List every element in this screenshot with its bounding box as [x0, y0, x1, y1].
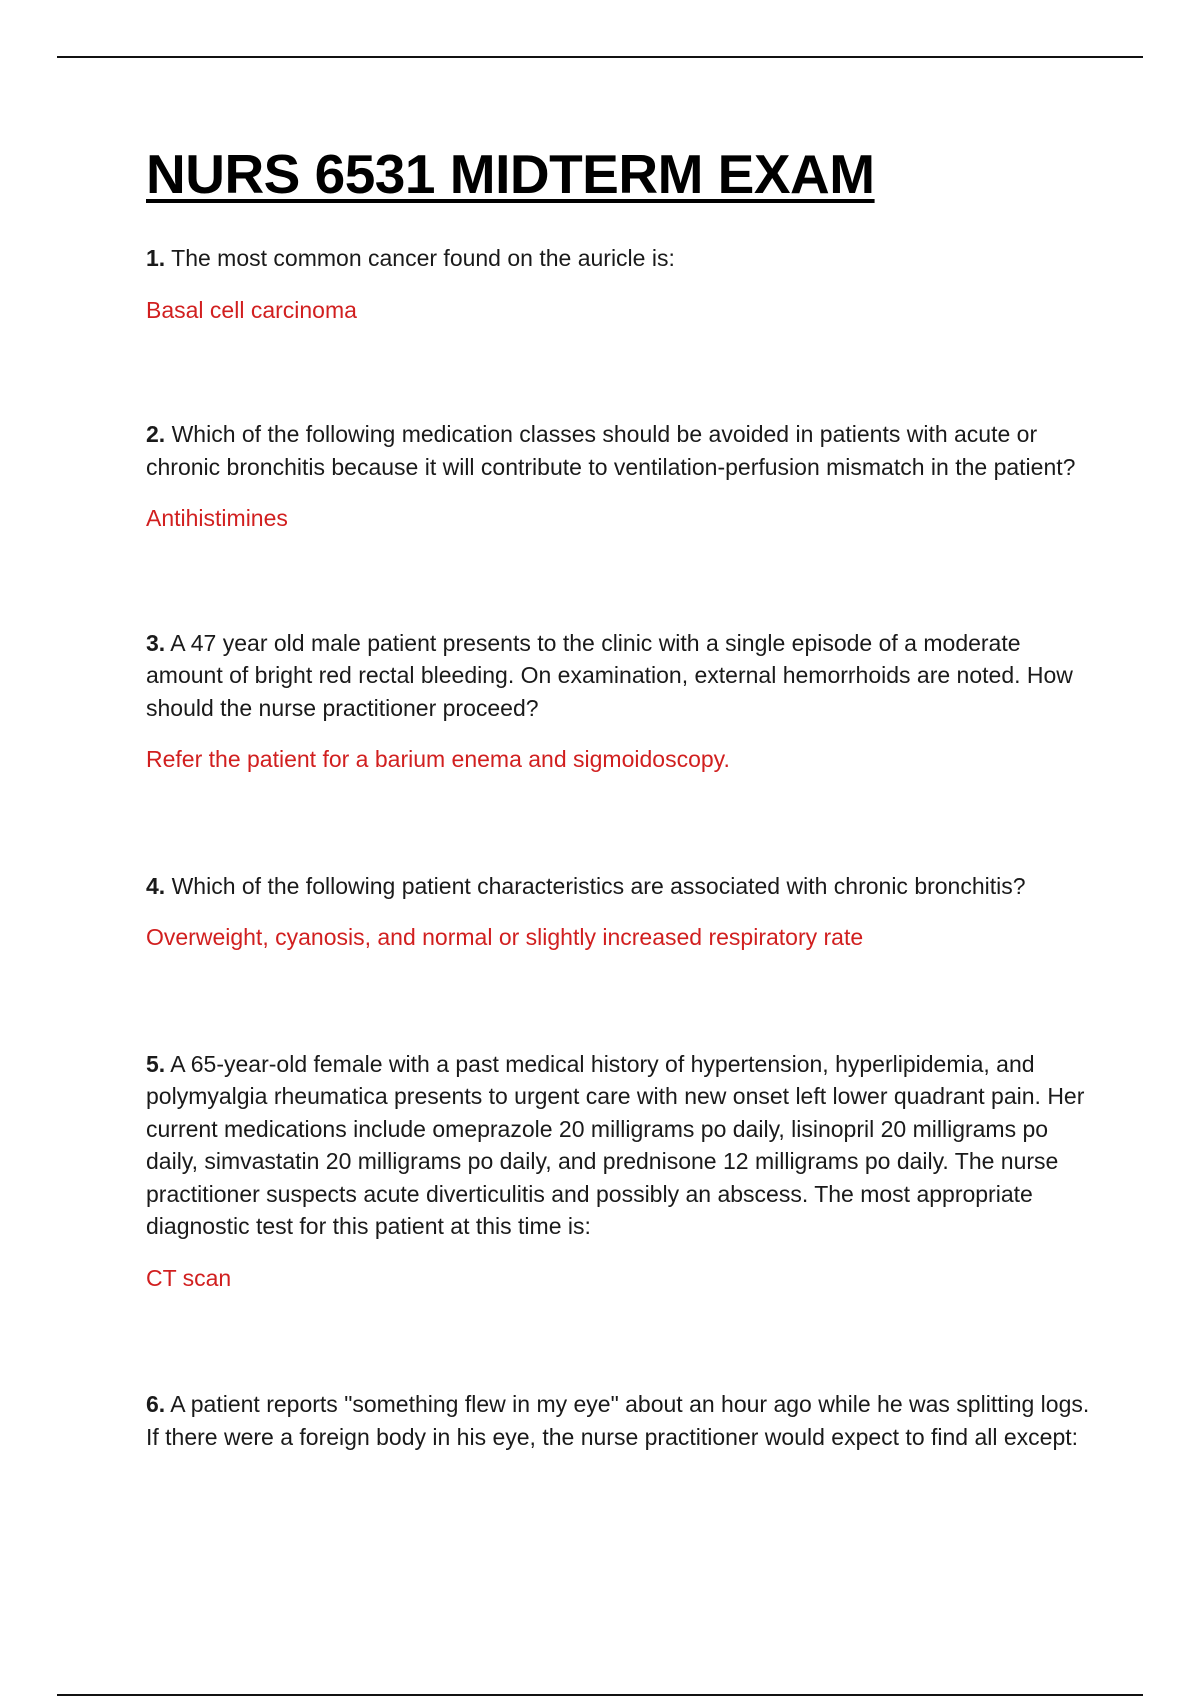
- question-text: [146, 1388, 1096, 1453]
- page-title: NURS 6531 MIDTERM EXAM: [146, 143, 875, 205]
- answer-text: Overweight, cyanosis, and normal or slightly increased respiratory rate: [146, 924, 864, 950]
- question-text: [146, 418, 1096, 483]
- question-number: 5.: [146, 1050, 166, 1077]
- question-item-1: [146, 242, 1096, 326]
- question-number: 6.: [146, 1391, 166, 1417]
- question-text: [146, 1048, 1096, 1243]
- question-text: [146, 242, 1096, 275]
- top-divider: [57, 56, 1143, 58]
- question-body: A patient reports "something flew in my eye" about an hour ago while he was splitting logs. If there were a foreign body in his eye, the nurse practitioner would expect to find all except:: [146, 1391, 1090, 1450]
- question-body: Which of the following patient characteristics are associated with chronic bronchitis?: [165, 872, 1026, 899]
- document-body: [146, 142, 1096, 1453]
- question-item-4: [146, 870, 1096, 954]
- answer-text: CT scan: [146, 1264, 232, 1291]
- question-body: A 47 year old male patient presents to the clinic with a single episode of a moderate amount of bright red rectal bleeding. On examination, external hemorrhoids are noted. How should the nurse practitioner proceed?: [146, 629, 1073, 721]
- answer-text: Basal cell carcinoma: [146, 296, 357, 323]
- question-item-2: [146, 418, 1096, 535]
- question-body: A 65-year-old female with a past medical history of hypertension, hyperlipidemia, and polymyalgia rheumatica presents to urgent care with new onset left lower quadrant pain. Her current medications include omeprazole 20 milligrams po daily, lisinopril 20 milligrams po daily, simvastatin 20 milligrams po daily, and prednisone 12 milligrams po daily. The nurse practitioner suspects acute diverticulitis and possibly an abscess. The most appropriate diagnostic test for this patient at this time is:: [146, 1050, 1085, 1239]
- question-item-5: [146, 1048, 1096, 1295]
- question-item-3: [146, 627, 1096, 776]
- question-number: 3.: [146, 629, 166, 656]
- question-text: [146, 627, 1096, 725]
- question-body: The most common cancer found on the auricle is:: [165, 245, 675, 271]
- question-body: Which of the following medication classes should be avoided in patients with acute or chronic bronchitis because it will contribute to ventilation-perfusion mismatch in the patient?: [146, 421, 1076, 480]
- question-number: 1.: [146, 245, 166, 271]
- question-number: 4.: [146, 872, 166, 899]
- answer-text: Antihistimines: [146, 505, 288, 531]
- answer-text: Refer the patient for a barium enema and sigmoidoscopy.: [146, 746, 730, 772]
- question-number: 2.: [146, 421, 166, 447]
- question-item-6: [146, 1388, 1096, 1453]
- question-text: [146, 870, 1096, 903]
- bottom-divider: [57, 1694, 1143, 1696]
- question-list: [146, 242, 1096, 1453]
